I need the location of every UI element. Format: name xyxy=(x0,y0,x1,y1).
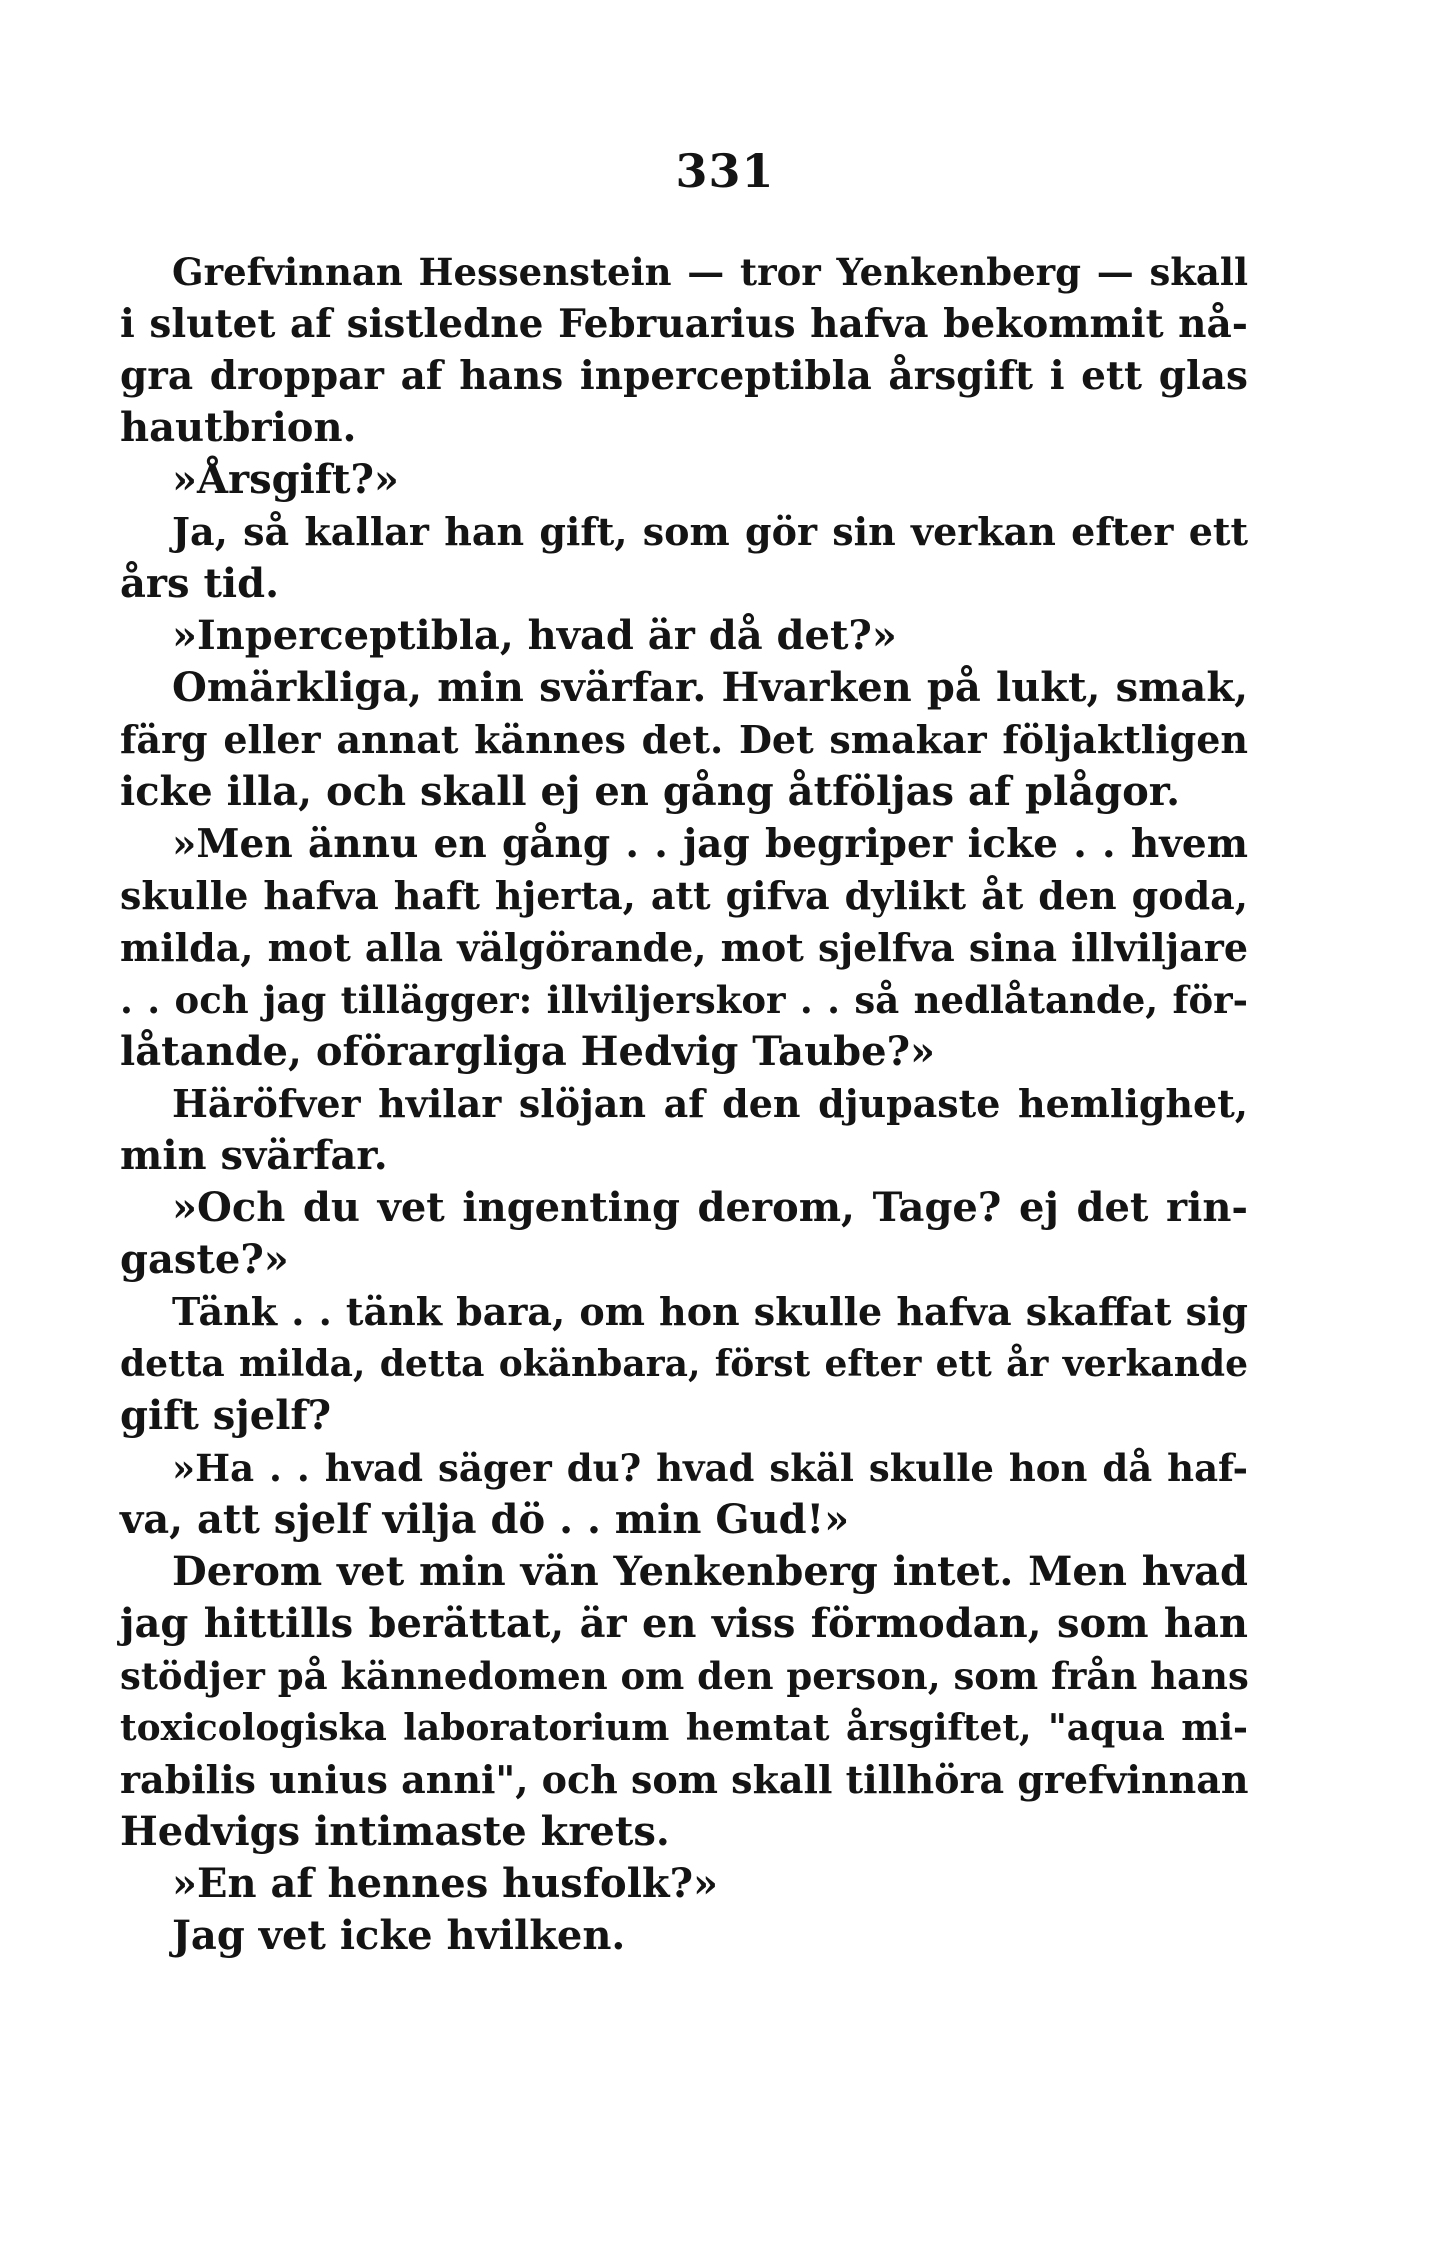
text-line: »Inperceptibla, hvad är då det?» xyxy=(172,612,897,659)
text-line: »Ha . . hvad säger du? hvad skäl skulle hon då haf- xyxy=(172,1446,1248,1490)
text-line: min svärfar. xyxy=(120,1132,388,1179)
text-line: Derom vet min vän Yenkenberg intet. Men hvad xyxy=(172,1548,1248,1595)
text-line: gra droppar af hans inperceptibla årsgift i ett glas xyxy=(120,353,1248,399)
text-line: milda, mot alla välgörande, mot sjelfva sina illviljare xyxy=(120,925,1248,970)
text-line: . . och jag tillägger: illviljerskor . . så nedlåtande, för- xyxy=(120,978,1248,1022)
text-line: va, att sjelf vilja dö . . min Gud!» xyxy=(120,1496,850,1543)
text-line: icke illa, och skall ej en gång åtföljas af plågor. xyxy=(120,768,1181,815)
text-line: skulle hafva haft hjerta, att gifva dylikt åt den goda, xyxy=(120,873,1248,918)
text-line: detta milda, detta okänbara, först efter ett år verkande xyxy=(120,1343,1248,1385)
text-line: toxicologiska laboratorium hemtat årsgiftet, "aqua mi- xyxy=(120,1707,1248,1749)
text-line: hautbrion. xyxy=(120,404,357,451)
body-text xyxy=(120,246,1248,1962)
text-line: gift sjelf? xyxy=(120,1392,332,1439)
text-line: Grefvinnan Hessenstein — tror Yenkenberg — skall xyxy=(172,250,1248,294)
page-number: 331 xyxy=(675,144,775,198)
text-line: »En af hennes husfolk?» xyxy=(172,1860,719,1907)
text-line: Häröfver hvilar slöjan af den djupaste hemlighet, xyxy=(172,1081,1248,1126)
text-line: rabilis unius anni", och som skall tillhöra grefvinnan xyxy=(120,1757,1249,1802)
text-line: gaste?» xyxy=(120,1236,289,1283)
text-line: Hedvigs intimaste krets. xyxy=(120,1808,670,1855)
text-line: »Och du vet ingenting derom, Tage? ej det rin- xyxy=(172,1184,1248,1231)
text-line: färg eller annat kännes det. Det smakar följaktligen xyxy=(120,717,1248,762)
text-line: Ja, så kallar han gift, som gör sin verkan efter ett xyxy=(172,509,1248,554)
text-line: stödjer på kännedomen om den person, som från hans xyxy=(120,1654,1249,1698)
text-line: jag hittills berättat, är en viss förmodan, som han xyxy=(120,1600,1248,1647)
text-line: »Men ännu en gång . . jag begriper icke . . hvem xyxy=(172,821,1248,867)
text-line: i slutet af sistledne Februarius hafva bekommit nå- xyxy=(120,301,1248,347)
text-line: Jag vet icke hvilken. xyxy=(172,1912,626,1959)
text-line: låtande, oförargliga Hedvig Taube?» xyxy=(120,1028,935,1075)
text-line: Tänk . . tänk bara, om hon skulle hafva skaffat sig xyxy=(172,1289,1248,1334)
text-line: års tid. xyxy=(120,560,280,607)
text-line: Omärkliga, min svärfar. Hvarken på lukt, smak, xyxy=(172,664,1248,711)
text-line: »Årsgift?» xyxy=(172,456,399,503)
